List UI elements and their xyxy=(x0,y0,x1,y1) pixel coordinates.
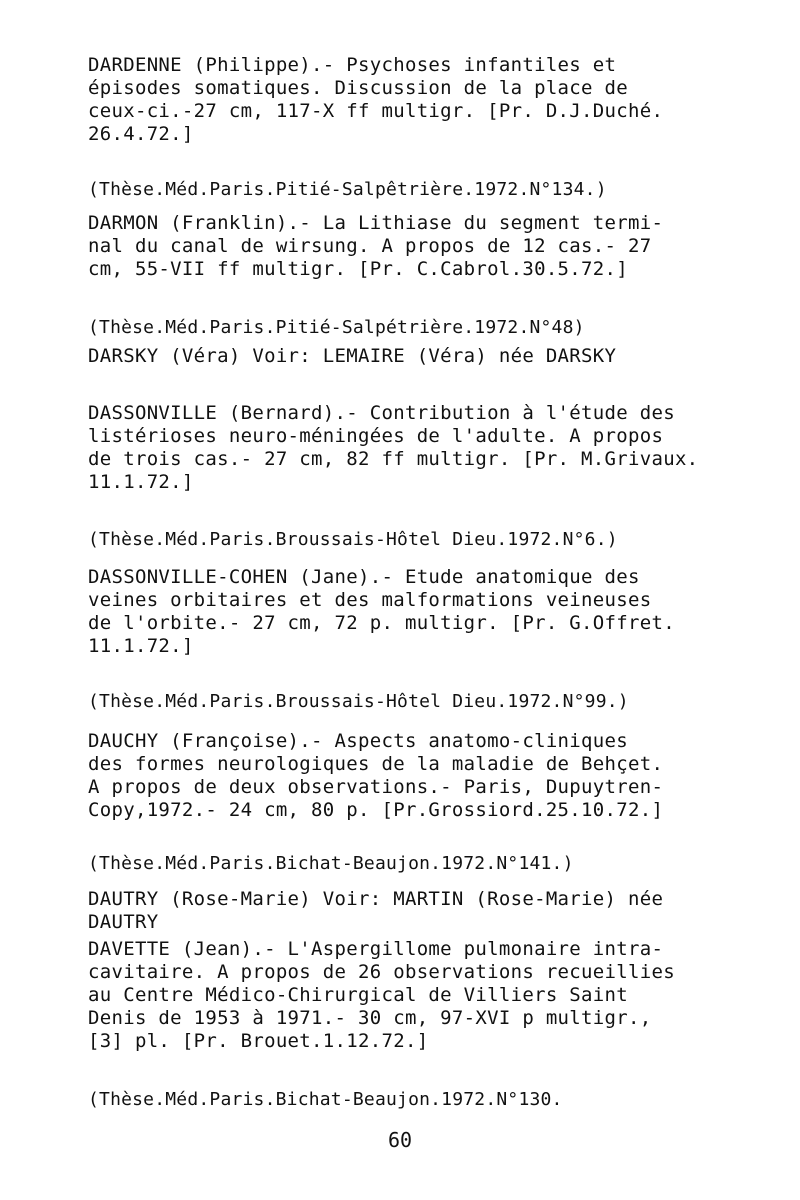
thesis-note xyxy=(88,1088,708,1111)
entry-darmon xyxy=(88,212,708,281)
entry-line: Denis de 1953 à 1971.- 30 cm, 97-XVI p multigr., xyxy=(88,1007,652,1029)
entry-line: épisodes somatiques. Discussion de la place de xyxy=(88,77,628,99)
thesis-note xyxy=(88,178,708,201)
entry-dassonville xyxy=(88,402,708,494)
entry-dauchy xyxy=(88,730,708,822)
entry-darsky xyxy=(88,345,708,368)
entry-line: DAUTRY xyxy=(88,911,159,933)
entry-line: A propos de deux observations.- Paris, Dupuytren- xyxy=(88,776,664,798)
entry-line: DASSONVILLE-COHEN (Jane).- Etude anatomique des xyxy=(88,566,640,588)
page-number: 60 xyxy=(388,1128,413,1152)
entry-dautry xyxy=(88,888,708,934)
entry-line: Copy,1972.- 24 cm, 80 p. [Pr.Grossiord.25.10.72.] xyxy=(88,799,664,821)
entry-line: 11.1.72.] xyxy=(88,635,194,657)
entry-line: DARSKY (Véra) Voir: LEMAIRE (Véra) née DARSKY xyxy=(88,345,617,367)
entry-line: DARDENNE (Philippe).- Psychoses infantiles et xyxy=(88,54,617,76)
entry-line: DAVETTE (Jean).- L'Aspergillome pulmonaire intra- xyxy=(88,938,664,960)
thesis-note-text: (Thèse.Méd.Paris.Pitié-Salpêtrière.1972.N°134.) xyxy=(88,179,607,200)
entry-dassonville-cohen xyxy=(88,566,708,658)
entry-dardenne xyxy=(88,54,708,146)
thesis-note xyxy=(88,528,708,551)
entry-line: DARMON (Franklin).- La Lithiase du segment termi- xyxy=(88,212,664,234)
entry-line: [3] pl. [Pr. Brouet.1.12.72.] xyxy=(88,1030,429,1052)
thesis-note-text: (Thèse.Méd.Paris.Bichat-Beaujon.1972.N°130. xyxy=(88,1089,563,1110)
entry-line: 26.4.72.] xyxy=(88,123,194,145)
thesis-note-text: (Thèse.Méd.Paris.Bichat-Beaujon.1972.N°141.) xyxy=(88,853,574,874)
entry-line: des formes neurologiques de la maladie de Behçet. xyxy=(88,753,664,775)
entry-line: 11.1.72.] xyxy=(88,471,194,493)
thesis-note xyxy=(88,852,708,875)
thesis-note xyxy=(88,690,708,713)
entry-line: DAUTRY (Rose-Marie) Voir: MARTIN (Rose-Marie) née xyxy=(88,888,664,910)
thesis-note-text: (Thèse.Méd.Paris.Pitié-Salpétrière.1972.N°48) xyxy=(88,317,585,338)
thesis-note-text: (Thèse.Méd.Paris.Broussais-Hôtel Dieu.1972.N°6.) xyxy=(88,529,618,550)
entry-line: DAUCHY (Françoise).- Aspects anatomo-cliniques xyxy=(88,730,628,752)
entry-davette xyxy=(88,938,708,1053)
thesis-note-text: (Thèse.Méd.Paris.Broussais-Hôtel Dieu.1972.N°99.) xyxy=(88,691,629,712)
entry-line: ceux-ci.-27 cm, 117-X ff multigr. [Pr. D.J.Duché. xyxy=(88,100,664,122)
thesis-note xyxy=(88,316,708,339)
entry-line: cm, 55-VII ff multigr. [Pr. C.Cabrol.30.5.72.] xyxy=(88,258,628,280)
entry-line: veines orbitaires et des malformations veineuses xyxy=(88,589,652,611)
entry-line: de trois cas.- 27 cm, 82 ff multigr. [Pr. M.Grivaux. xyxy=(88,448,699,470)
entry-line: au Centre Médico-Chirurgical de Villiers Saint xyxy=(88,984,628,1006)
entry-line: de l'orbite.- 27 cm, 72 p. multigr. [Pr. G.Offret. xyxy=(88,612,675,634)
entry-line: DASSONVILLE (Bernard).- Contribution à l'étude des xyxy=(88,402,675,424)
entry-line: cavitaire. A propos de 26 observations recueillies xyxy=(88,961,675,983)
entry-line: nal du canal de wirsung. A propos de 12 cas.- 27 xyxy=(88,235,652,257)
entry-line: listérioses neuro-méningées de l'adulte. A propos xyxy=(88,425,664,447)
